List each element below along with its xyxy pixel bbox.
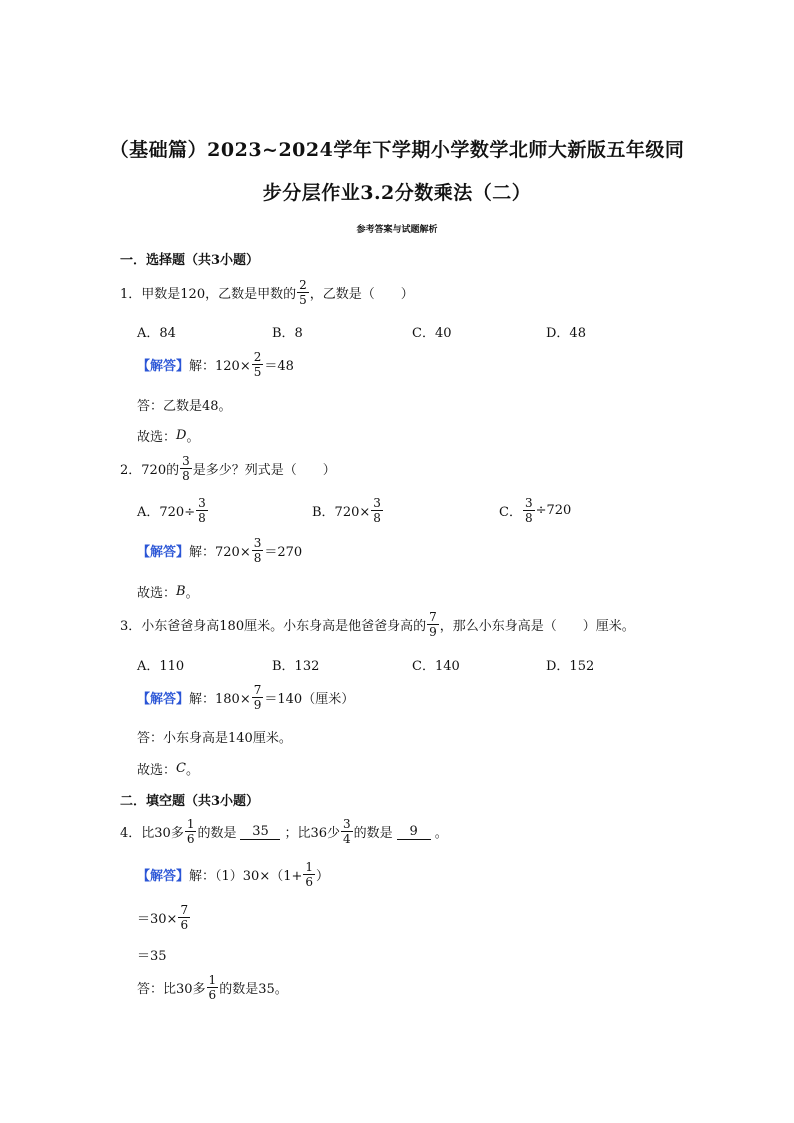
fraction: $\frac{1}{6}$: [186, 817, 195, 846]
choice-3: 故选： C 。: [137, 761, 199, 778]
question-text: 2．720的: [120, 463, 180, 478]
fraction: $\frac{2}{5}$: [299, 278, 307, 307]
question-text: ，乙数是（ ）: [309, 287, 414, 302]
question-text: 是多少？列式是（ ）: [192, 463, 336, 478]
option-d: D．48: [546, 326, 586, 341]
fraction: $\frac{1}{6}$: [305, 860, 314, 889]
answer-text: 解：120×: [189, 359, 251, 374]
fraction: $\frac{3}{4}$: [343, 817, 351, 846]
option-c: C．140: [412, 659, 460, 674]
fraction: $\frac{7}{6}$: [180, 903, 189, 932]
option-a: A．720÷ $\frac{3}{8}$: [137, 496, 206, 525]
reply-1: 答：乙数是48。: [137, 399, 232, 414]
question-2: [120, 454, 336, 483]
fraction: $\frac{7}{9}$: [253, 683, 262, 712]
fraction: $\frac{1}{6}$: [208, 973, 217, 1002]
answer-blank: 35: [240, 824, 280, 840]
answer-tag: 【解答】: [137, 359, 190, 374]
option-b: B．8: [272, 326, 303, 341]
fraction: $\frac{3}{8}$: [182, 454, 190, 483]
page-title-line2: 步分层作业3.2分数乘法（二）: [262, 182, 532, 204]
page-subtitle: 参考答案与试题解析: [356, 225, 438, 235]
question-1: [120, 278, 414, 307]
choice-2: 故选： B 。: [137, 584, 199, 601]
step-3: ＝35: [137, 949, 167, 964]
reply-3: 答：小东身高是140厘米。: [137, 731, 292, 746]
question-3: [120, 610, 635, 639]
answer-2: 【解答】 解：720× $\frac{3}{8}$ ＝270: [137, 536, 303, 565]
section-heading-fill: 二．填空题（共3小题）: [120, 794, 260, 809]
fraction: $\frac{3}{8}$: [253, 536, 262, 565]
fraction: $\frac{2}{5}$: [253, 350, 262, 379]
option-c: C． $\frac{3}{8}$ ÷720: [499, 496, 572, 525]
option-d: D．152: [546, 659, 595, 674]
option-c: C．40: [412, 326, 452, 341]
question-text: 3．小东爸爸身高180厘米。小东身高是他爸爸身高的: [120, 619, 427, 634]
answer-blank: 9: [397, 824, 431, 840]
choice-1: 故选： D 。: [137, 428, 200, 445]
question-text: ，那么小东身高是（ ）厘米。: [439, 619, 635, 634]
section-heading-choice: 一．选择题（共3小题）: [120, 253, 260, 268]
option-b: B．132: [272, 659, 320, 674]
page-title: （基础篇）2023~2024学年下学期小学数学北师大新版五年级同: [109, 139, 685, 161]
answer-tag: 【解答】: [137, 692, 190, 707]
answer-3: 【解答】 解：180× $\frac{7}{9}$ ＝140（厘米）: [137, 683, 355, 712]
reply-4: 答：比30多 $\frac{1}{6}$ 的数是35。: [137, 973, 288, 1002]
step-2: ＝30× $\frac{7}{6}$: [137, 903, 189, 932]
answer-1: [137, 350, 294, 379]
answer-tag: 【解答】: [137, 869, 190, 884]
answer-tag: 【解答】: [137, 545, 190, 560]
question-4: 4．比30多 $\frac{1}{6}$ 的数是 35 ；比36少 $\frac{3}{4}$ 的数是 9 。: [120, 817, 448, 846]
option-a: A．84: [137, 326, 176, 341]
answer-4: 【解答】 解：（1）30×（1+ $\frac{1}{6}$ ）: [137, 860, 330, 889]
answer-text: ＝48: [264, 359, 294, 374]
fraction: $\frac{7}{9}$: [429, 610, 437, 639]
option-a: A．110: [137, 659, 185, 674]
option-b: B．720× $\frac{3}{8}$: [312, 496, 381, 525]
question-text: 1．甲数是120，乙数是甲数的: [120, 287, 297, 302]
